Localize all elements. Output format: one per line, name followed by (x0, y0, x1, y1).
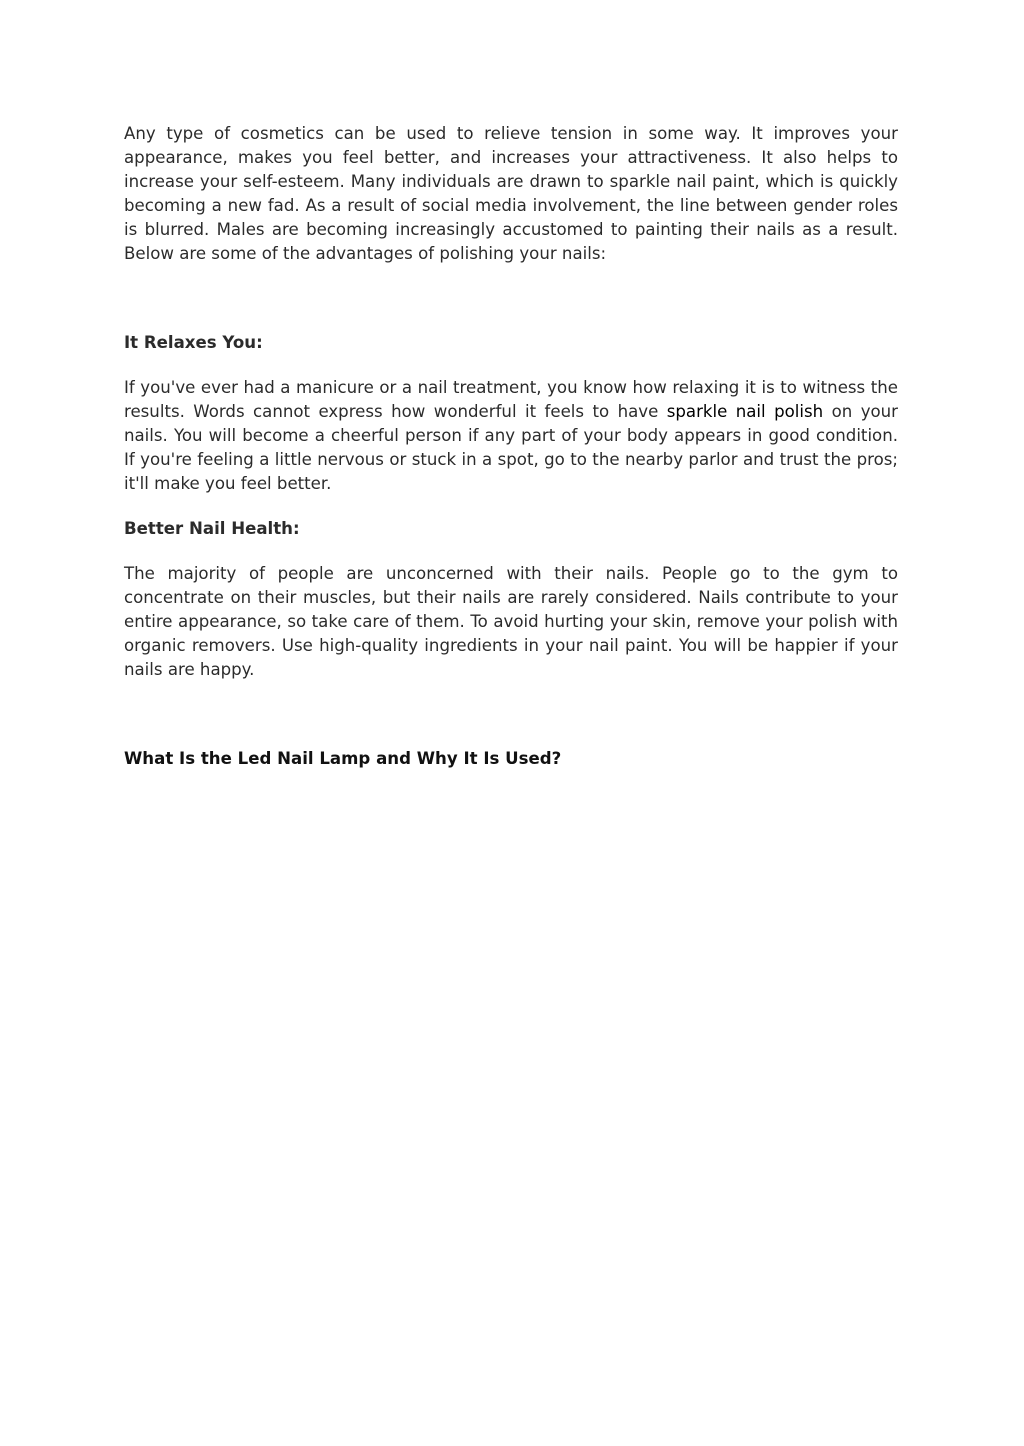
section-heading-led-lamp: What Is the Led Nail Lamp and Why It Is Used? (124, 749, 562, 768)
spacer (124, 266, 898, 331)
nail-health-paragraph: The majority of people are unconcerned with their nails. People go to the gym to concentrate on their muscles, but their nails are rarely considered. Nails contribute to your entire appearance, so take care of them. To avoid hurting your skin, remove your polish with organic removers. Use high-quality ingredients in your nail paint. You will be happier if your nails are happy. (124, 564, 898, 679)
sparkle-nail-polish-link[interactable]: sparkle nail polish (666, 402, 824, 421)
spacer (124, 541, 898, 562)
relaxes-paragraph (124, 376, 898, 496)
document-page (124, 122, 898, 771)
spacer (124, 355, 898, 376)
spacer (124, 682, 898, 747)
relaxes-text-start: If you've ever had a manicure or a nail treatment, you know how relaxing it is to witness the results. Words cannot express how wonderful it feels to have (124, 378, 898, 421)
section-heading-nail-health: Better Nail Health: (124, 519, 300, 538)
section-heading-relaxes: It Relaxes You: (124, 333, 263, 352)
spacer (124, 496, 898, 517)
relaxes-text-end: on your nails. You will become a cheerful person if any part of your body appears in good condition. If you're feeling a little nervous or stuck in a spot, go to the nearby parlor and trust the pros; it'll make you feel better. (124, 402, 899, 493)
intro-paragraph: Any type of cosmetics can be used to relieve tension in some way. It improves your appearance, makes you feel better, and increases your attractiveness. It also helps to increase your self-esteem. Many individuals are drawn to sparkle nail paint, which is quickly becoming a new fad. As a result of social media involvement, the line between gender roles is blurred. Males are becoming increasingly accustomed to painting their nails as a result. Below are some of the advantages of polishing your nails: (124, 124, 898, 263)
